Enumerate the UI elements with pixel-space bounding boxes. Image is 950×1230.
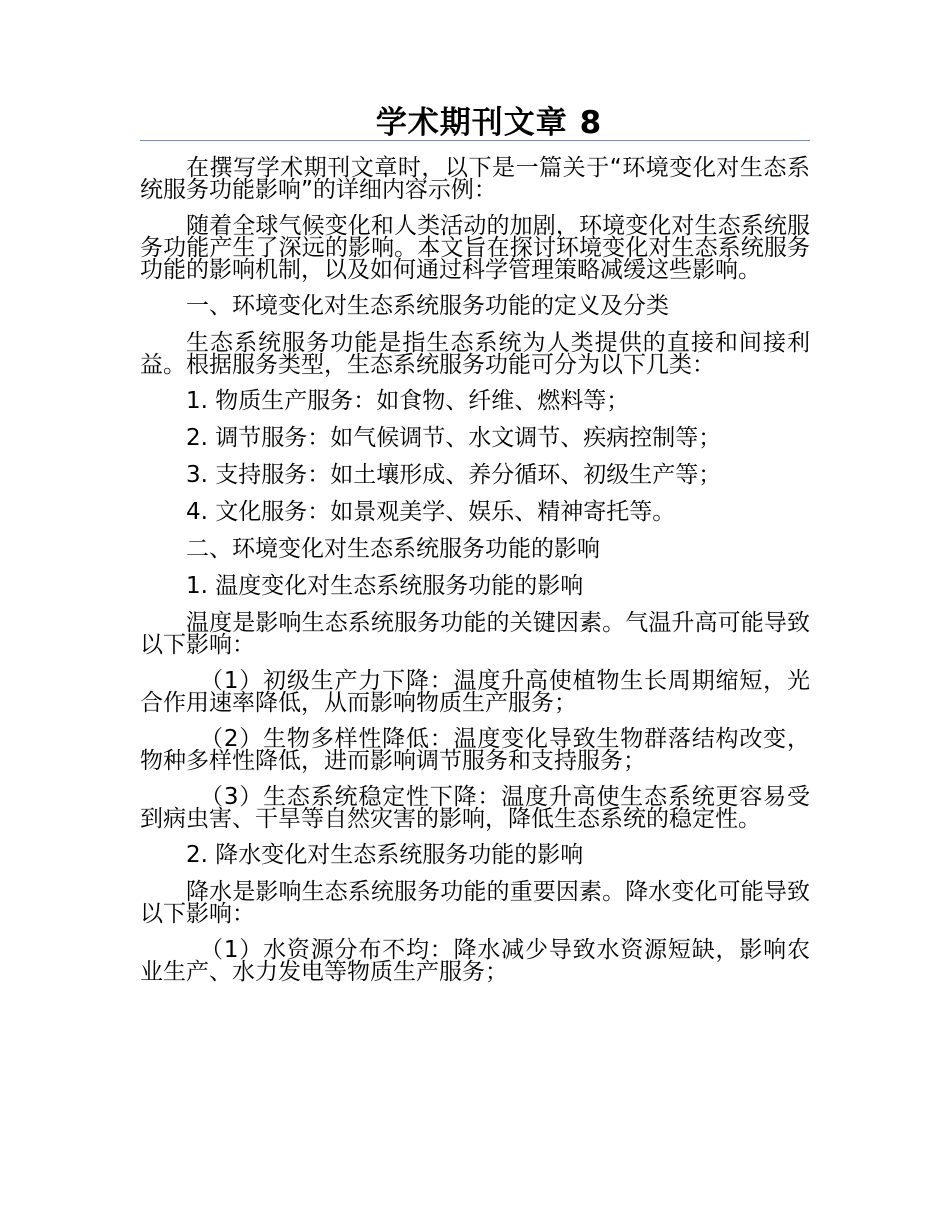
paragraph-temperature-point-3: （3）生态系统稳定性下降：温度升高使生态系统更容易受到病虫害、干旱等自然灾害的影响，降低生态系统的稳定性。 xyxy=(140,784,810,832)
paragraph-temperature: 温度是影响生态系统服务功能的关键因素。气温升高可能导致以下影响： xyxy=(140,610,810,658)
list-item-supporting: 3. 支持服务：如土壤形成、养分循环、初级生产等； xyxy=(186,462,722,488)
list-item-regulating: 2. 调节服务：如气候调节、水文调节、疾病控制等； xyxy=(186,425,722,451)
title-underline xyxy=(140,140,810,141)
list-item-cultural: 4. 文化服务：如景观美学、娱乐、精神寄托等。 xyxy=(186,499,676,525)
paragraph-temperature-point-2: （2）生物多样性降低：温度变化导致生物群落结构改变，物种多样性降低，进而影响调节服务和支持服务； xyxy=(140,726,810,774)
subsection-heading-precipitation: 2. 降水变化对生态系统服务功能的影响 xyxy=(186,842,584,868)
paragraph-intro: 在撰写学术期刊文章时，以下是一篇关于“环境变化对生态系统服务功能影响”的详细内容示例： xyxy=(140,155,810,203)
paragraph-definition: 生态系统服务功能是指生态系统为人类提供的直接和间接利益。根据服务类型，生态系统服务功能可分为以下几类： xyxy=(140,330,810,378)
list-item-material: 1. 物质生产服务：如食物、纤维、燃料等； xyxy=(186,388,630,414)
paragraph-temperature-point-1: （1）初级生产力下降：温度升高使植物生长周期缩短，光合作用速率降低，从而影响物质生产服务； xyxy=(140,668,810,716)
paragraph-precipitation-point-1: （1）水资源分布不均：降水减少导致水资源短缺，影响农业生产、水力发电等物质生产服务； xyxy=(140,937,810,985)
document-title: 学术期刊文章 8 xyxy=(375,105,603,141)
paragraph-precipitation: 降水是影响生态系统服务功能的重要因素。降水变化可能导致以下影响： xyxy=(140,879,810,927)
section-heading-1: 一、环境变化对生态系统服务功能的定义及分类 xyxy=(186,293,669,319)
paragraph-abstract: 随着全球气候变化和人类活动的加剧，环境变化对生态系统服务功能产生了深远的影响。本文旨在探讨环境变化对生态系统服务功能的影响机制，以及如何通过科学管理策略减缓这些影响。 xyxy=(140,213,810,283)
subsection-heading-temperature: 1. 温度变化对生态系统服务功能的影响 xyxy=(186,573,584,599)
document-body xyxy=(140,157,810,997)
section-heading-2: 二、环境变化对生态系统服务功能的影响 xyxy=(186,536,600,562)
